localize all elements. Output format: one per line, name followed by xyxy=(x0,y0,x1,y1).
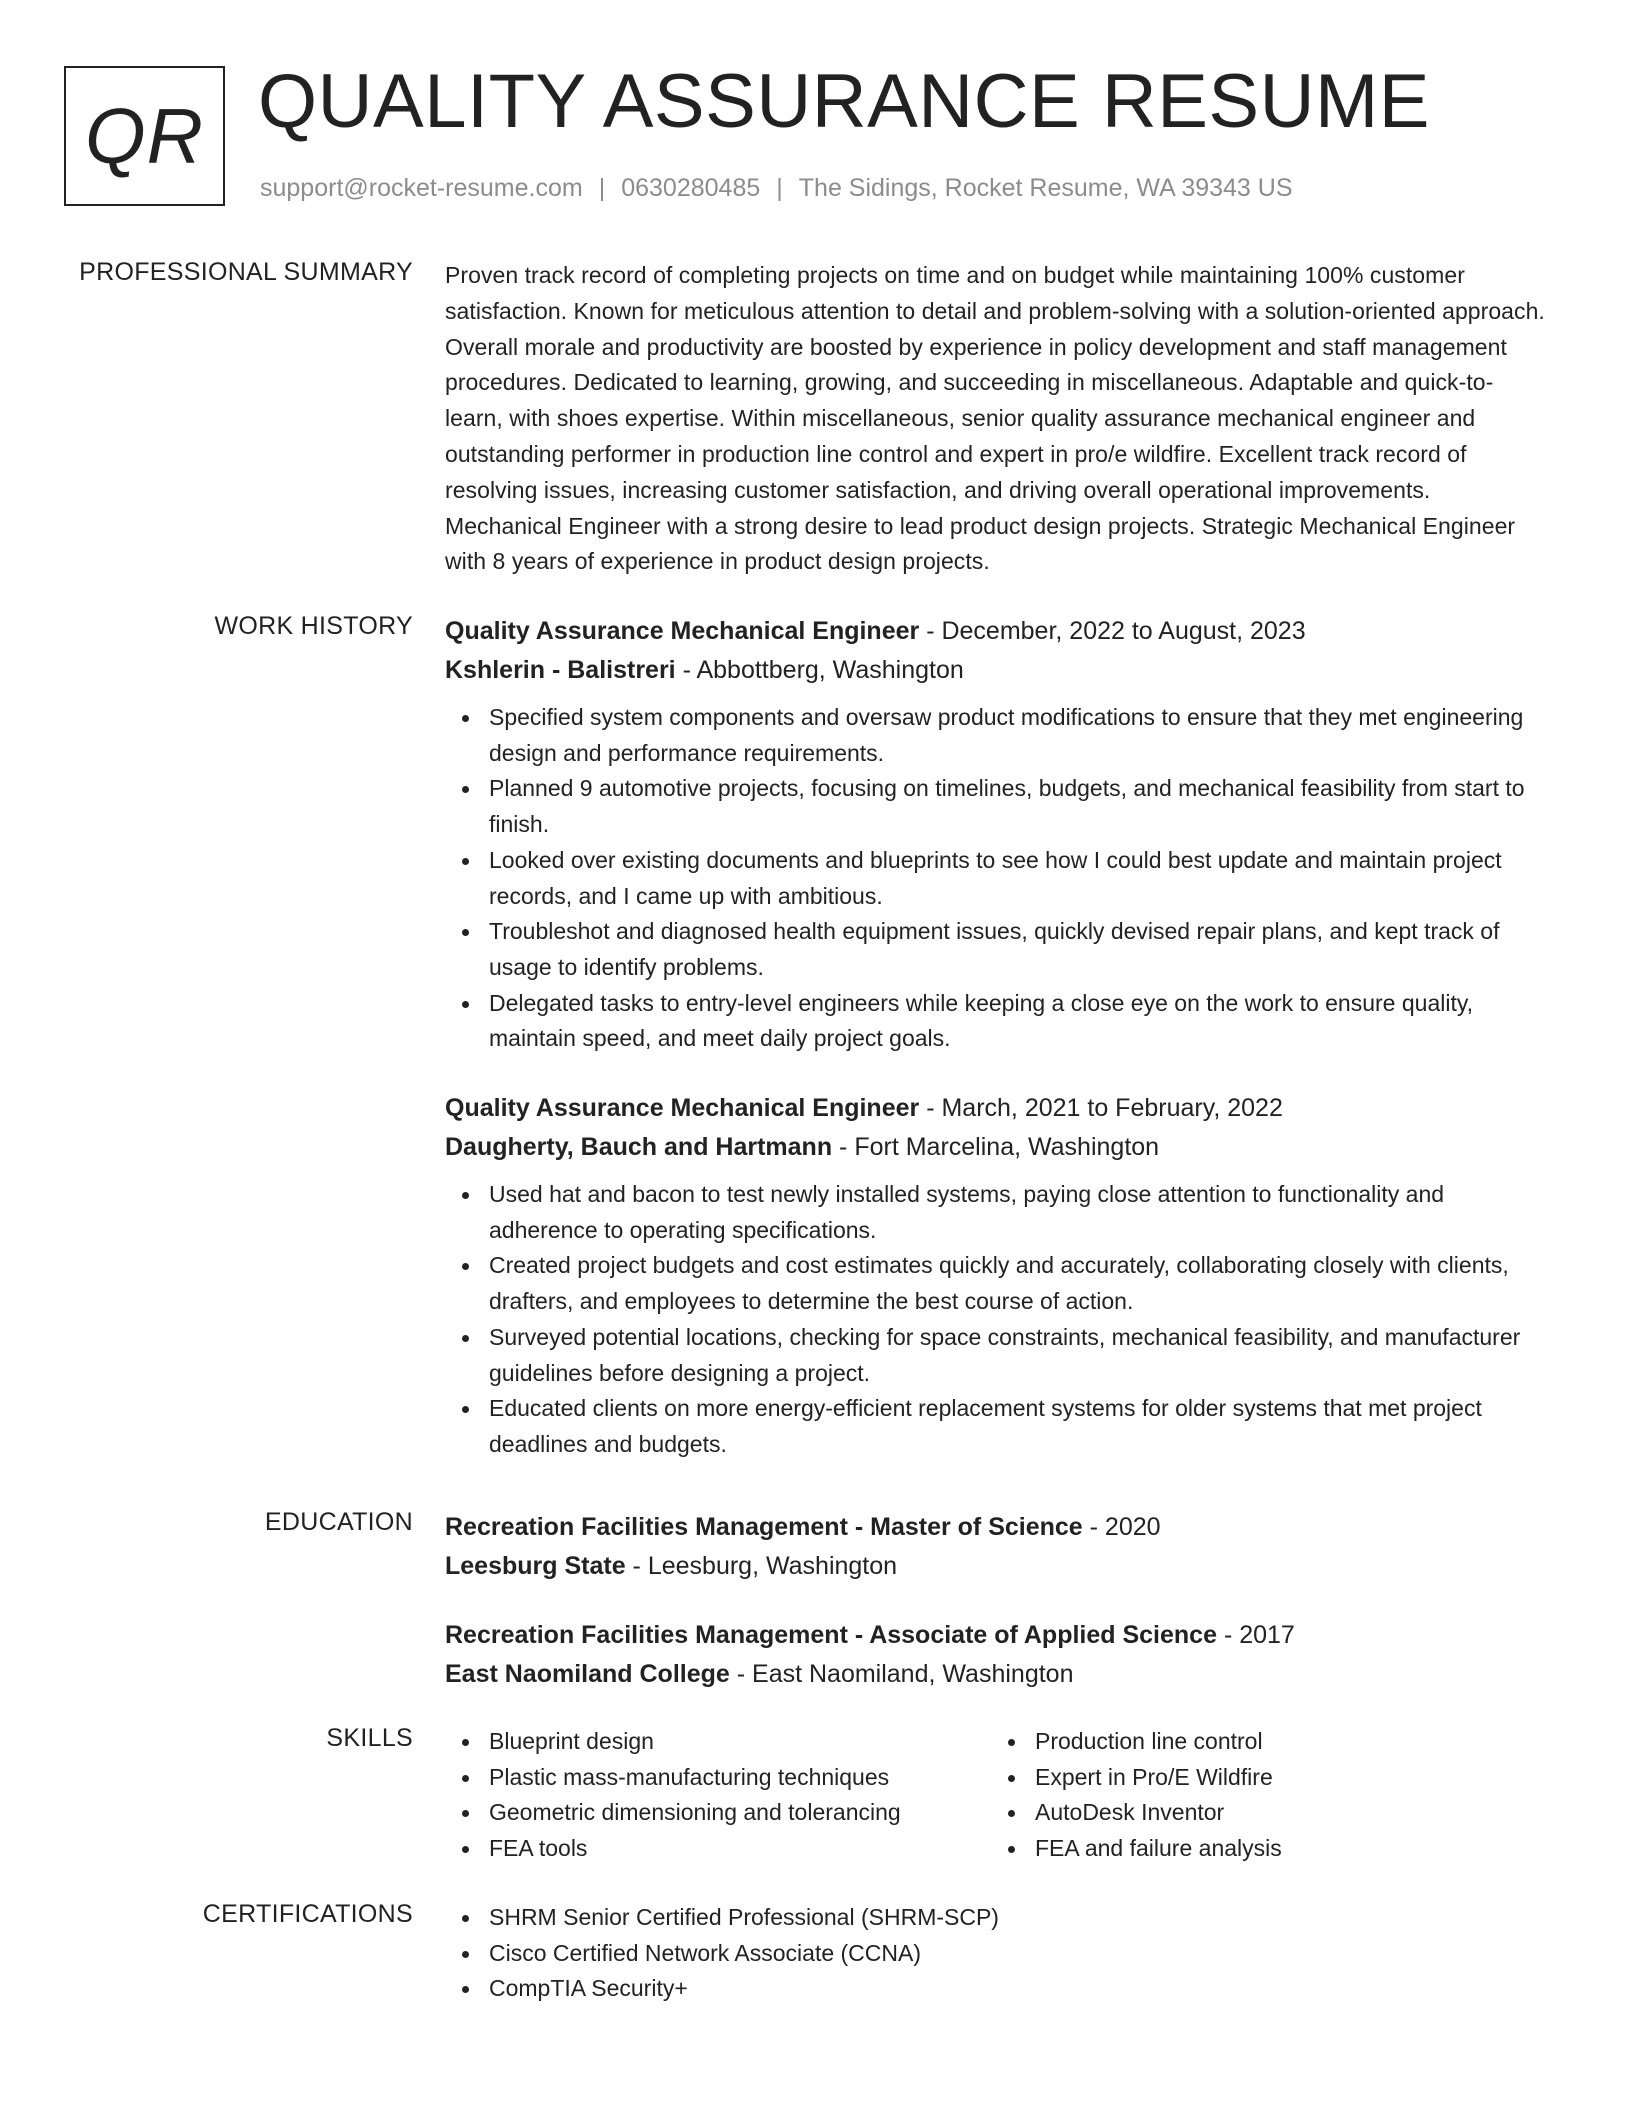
job-company: Daugherty, Bauch and Hartmann xyxy=(445,1133,833,1162)
section-label-summary: PROFESSIONAL SUMMARY xyxy=(79,258,413,286)
job-bullet: Looked over existing documents and blueprints to see how I could best update and maintain project records, and I came up with ambitious. xyxy=(445,843,1545,914)
job-title: Quality Assurance Mechanical Engineer xyxy=(445,617,920,645)
job-bullet: Used hat and bacon to test newly installed systems, paying close attention to functionality and adherence to operating specifications. xyxy=(445,1177,1545,1248)
certification-item: CompTIA Security+ xyxy=(445,1971,1545,2007)
skills-column-right xyxy=(991,1724,1537,1867)
school-location: - Leesburg, Washington xyxy=(625,1552,898,1580)
job-bullet: Surveyed potential locations, checking for space constraints, mechanical feasibility, and manufacturer guidelines before designing a project. xyxy=(445,1320,1545,1391)
summary-body xyxy=(445,258,1545,580)
job-bullets xyxy=(445,1177,1545,1463)
skill-item: Expert in Pro/E Wildfire xyxy=(991,1760,1537,1796)
school-line xyxy=(445,1655,1545,1694)
job-bullet: Troubleshot and diagnosed health equipment issues, quickly devised repair plans, and kept track of usage to identify problems. xyxy=(445,914,1545,985)
job-bullet: Created project budgets and cost estimates quickly and accurately, collaborating closely with clients, drafters, and employees to determine the best course of action. xyxy=(445,1248,1545,1319)
skills-column-left xyxy=(445,1724,991,1867)
job-bullets xyxy=(445,700,1545,1057)
section-label-education: EDUCATION xyxy=(264,1508,413,1536)
degree-year: - 2017 xyxy=(1217,1621,1295,1649)
job-location: - Fort Marcelina, Washington xyxy=(832,1133,1160,1162)
skill-item: Production line control xyxy=(991,1724,1537,1760)
skills-grid xyxy=(445,1724,1545,1867)
school-name: Leesburg State xyxy=(445,1552,626,1580)
section-label-skills: SKILLS xyxy=(326,1724,413,1752)
job-bullet: Planned 9 automotive projects, focusing on timelines, budgets, and mechanical feasibility from start to finish. xyxy=(445,771,1545,842)
job-entry xyxy=(445,1089,1545,1463)
job-company-line xyxy=(445,651,1545,690)
job-bullet: Educated clients on more energy-efficient replacement systems for older systems that met project deadlines and budgets. xyxy=(445,1391,1545,1462)
skill-item: FEA tools xyxy=(445,1831,991,1867)
job-bullet: Specified system components and oversaw product modifications to ensure that they met engineering design and performance requirements. xyxy=(445,700,1545,771)
monogram-logo: QR xyxy=(64,66,225,206)
contact-phone: 0630280485 xyxy=(621,174,761,202)
contact-email: support@rocket-resume.com xyxy=(260,174,583,202)
skill-item: Plastic mass-manufacturing techniques xyxy=(445,1760,991,1796)
work-body xyxy=(445,612,1545,1463)
job-dates: - December, 2022 to August, 2023 xyxy=(919,617,1306,645)
certifications-body xyxy=(445,1900,1545,2007)
degree-line xyxy=(445,1616,1545,1655)
skills-body xyxy=(445,1724,1545,1867)
skill-item: Blueprint design xyxy=(445,1724,991,1760)
job-bullet: Delegated tasks to entry-level engineers while keeping a close eye on the work to ensure quality, maintain speed, and meet daily project goals. xyxy=(445,986,1545,1057)
education-entry xyxy=(445,1616,1545,1694)
contact-line xyxy=(260,174,1293,203)
section-label-certifications: CERTIFICATIONS xyxy=(202,1900,413,1928)
skills-list xyxy=(445,1724,991,1867)
degree-line xyxy=(445,1508,1545,1547)
job-location: - Abbottberg, Washington xyxy=(675,656,964,684)
resume-title: QUALITY ASSURANCE RESUME xyxy=(258,59,1431,144)
job-dates: - March, 2021 to February, 2022 xyxy=(919,1094,1283,1123)
summary-text: Proven track record of completing projects on time and on budget while maintaining 100% customer satisfaction. Known for meticulous attention to detail and problem-solving with a solution-oriented approach. Overall morale and productivity are boosted by experience in policy development and staff management procedures. Dedicated to learning, growing, and succeeding in miscellaneous. Adaptable and quick-to-learn, with shoes expertise. Within miscellaneous, senior quality assurance mechanical engineer and outstanding performer in production line control and expert in pro/e wildfire. Excellent track record of resolving issues, increasing customer satisfaction, and driving overall operational improvements. Mechanical Engineer with a strong desire to lead product design projects. Strategic Mechanical Engineer with 8 years of experience in product design projects. xyxy=(445,262,1545,575)
skill-item: AutoDesk Inventor xyxy=(991,1795,1537,1831)
section-label-work: WORK HISTORY xyxy=(214,612,413,640)
degree-year: - 2020 xyxy=(1082,1513,1161,1541)
education-entry xyxy=(445,1508,1545,1586)
contact-separator: | xyxy=(598,174,606,202)
skill-item: Geometric dimensioning and tolerancing xyxy=(445,1795,991,1831)
certification-item: Cisco Certified Network Associate (CCNA) xyxy=(445,1936,1545,1972)
job-title-line xyxy=(445,1089,1545,1128)
school-location: - East Naomiland, Washington xyxy=(729,1660,1074,1688)
job-title-line xyxy=(445,612,1545,651)
degree-name: Recreation Facilities Management - Associate of Applied Science xyxy=(445,1621,1217,1649)
skills-list xyxy=(991,1724,1537,1867)
degree-name: Recreation Facilities Management - Master of Science xyxy=(445,1513,1083,1541)
school-name: East Naomiland College xyxy=(445,1660,730,1688)
job-entry xyxy=(445,612,1545,1057)
job-title: Quality Assurance Mechanical Engineer xyxy=(445,1094,920,1123)
contact-address: The Sidings, Rocket Resume, WA 39343 US xyxy=(798,174,1293,202)
certification-item: SHRM Senior Certified Professional (SHRM-SCP) xyxy=(445,1900,1545,1936)
job-company: Kshlerin - Balistreri xyxy=(445,656,676,684)
education-body xyxy=(445,1508,1545,1694)
skill-item: FEA and failure analysis xyxy=(991,1831,1537,1867)
job-company-line xyxy=(445,1128,1545,1167)
contact-separator: | xyxy=(776,174,783,202)
school-line xyxy=(445,1547,1545,1586)
certifications-list xyxy=(445,1900,1545,2007)
